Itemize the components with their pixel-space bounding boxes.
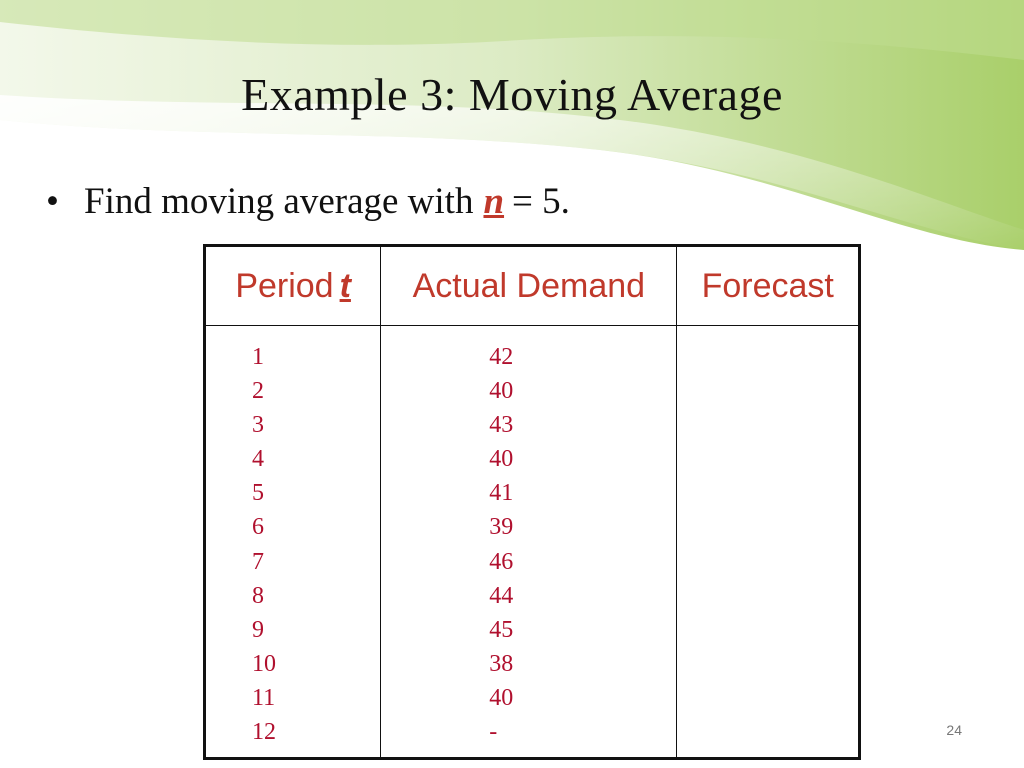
demand-value: 43 [489,412,514,439]
period-value: 3 [252,412,264,439]
period-value: 7 [252,548,264,575]
forecast-cell [677,326,860,759]
demand-value: 41 [489,480,514,507]
demand-value: 44 [489,582,514,609]
period-list [206,326,380,749]
bullet-text: Find moving average with [84,181,474,222]
period-value: 2 [252,378,264,405]
header-forecast: Forecast [677,246,860,326]
table-header-row [205,246,860,326]
period-value: 8 [252,582,264,609]
demand-value: 39 [489,514,514,541]
demand-value: - [489,719,498,746]
demand-value: 46 [489,548,514,575]
period-value: 5 [252,480,264,507]
period-value: 4 [252,446,264,473]
period-value: 1 [252,344,264,370]
period-value: 6 [252,514,264,541]
bullet-item [46,180,570,223]
table-body-row [205,326,860,759]
header-period-variable: t [339,266,351,305]
period-value: 12 [252,719,276,746]
header-actual-demand: Actual Demand [381,246,677,326]
demand-value: 38 [489,650,514,677]
header-period-label: Period [235,266,334,305]
bullet-marker: • [46,181,59,222]
bullet-variable-n: n [483,181,505,222]
demand-value: 40 [489,446,514,473]
slide-title: Example 3: Moving Average [241,69,783,120]
demand-value: 45 [489,616,514,643]
actual-demand-cell [381,326,677,759]
period-value: 11 [252,684,276,711]
demand-value: 42 [489,344,514,370]
actual-demand-list [381,326,676,749]
demand-value: 40 [489,684,514,711]
period-cell [205,326,381,759]
period-value: 9 [252,616,264,643]
demand-value: 40 [489,378,514,405]
period-value: 10 [252,650,276,677]
page-number: 24 [946,722,962,738]
moving-average-table [203,244,861,760]
header-period [205,246,381,326]
bullet-equals-text: = 5. [512,181,570,222]
